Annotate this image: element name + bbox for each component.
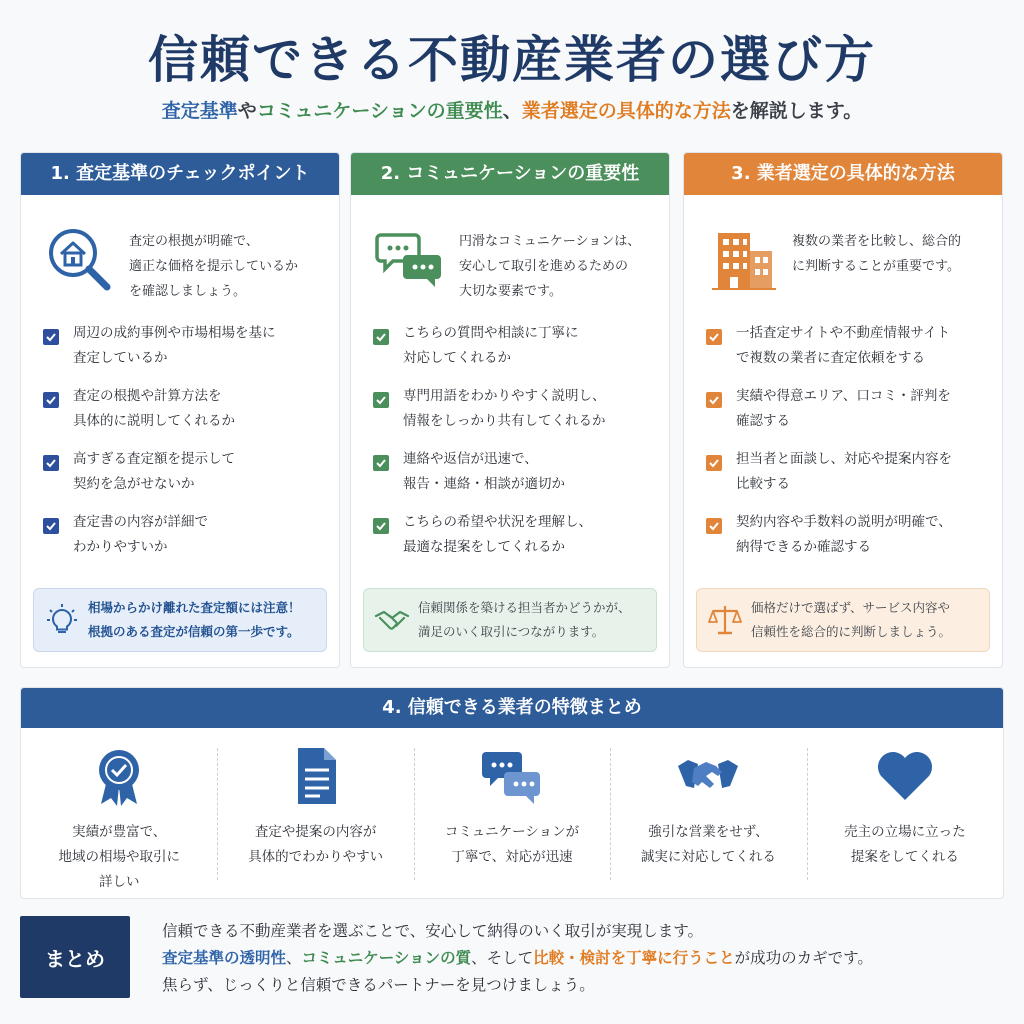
feature-text: 実績が豊富で、 地域の相場や取引に 詳しい — [58, 824, 180, 890]
checkbox-icon — [373, 518, 389, 534]
card-intro — [351, 219, 669, 309]
card-note — [363, 588, 657, 652]
checklist-item — [39, 510, 329, 573]
handshake-icon — [374, 602, 410, 638]
subtitle-text: 、 — [502, 100, 522, 122]
checklist-text: こちらの質問や相談に丁寧に 対応してくれるか — [403, 325, 579, 366]
checkbox-icon — [373, 392, 389, 408]
summary-text-part: 、そして — [471, 949, 534, 967]
summary-text-part: 、 — [286, 949, 302, 967]
features-row — [21, 728, 1003, 899]
feature-item — [610, 728, 806, 899]
checklist-text: 一括査定サイトや不動産情報サイト で複数の業者に査定依頼をする — [736, 325, 951, 366]
feature-item — [807, 728, 1003, 899]
summary-text-part: が成功のカギです。 — [734, 949, 873, 967]
checklist — [702, 321, 992, 573]
lightbulb-icon — [44, 602, 80, 638]
checklist-item — [39, 447, 329, 510]
card-criteria — [20, 152, 340, 668]
house-magnifier-icon — [45, 225, 115, 295]
checklist-text: 高すぎる査定額を提示して 契約を急がせないか — [73, 451, 235, 492]
checklist-item — [369, 321, 659, 384]
summary-line — [162, 945, 1012, 972]
card-title: 2. コミュニケーションの重要性 — [351, 153, 669, 195]
summary-highlight: 比較・検討を丁寧に行うこと — [533, 949, 735, 967]
checklist-item — [369, 510, 659, 573]
checklist-text: 担当者と面談し、対応や提案内容を 比較する — [736, 451, 952, 492]
checklist-item — [369, 384, 659, 447]
checkbox-icon — [43, 392, 59, 408]
checklist-item — [39, 384, 329, 447]
subtitle-highlight-communication: コミュニケーションの重要性 — [256, 100, 503, 122]
features-section — [20, 687, 1004, 899]
checklist-text: 周辺の成約事例や市場相場を基に 査定しているか — [73, 325, 276, 366]
checklist-item — [39, 321, 329, 384]
checklist-item — [702, 510, 992, 573]
summary-line: 焦らず、じっくりと信頼できるパートナーを見つけましょう。 — [162, 976, 595, 994]
checkbox-icon — [43, 455, 59, 471]
summary-highlight: 査定基準の透明性 — [162, 949, 287, 967]
feature-item — [21, 728, 217, 899]
card-selection — [683, 152, 1003, 668]
buildings-icon — [708, 225, 778, 295]
checklist-item — [702, 321, 992, 384]
checkbox-icon — [373, 455, 389, 471]
checklist — [369, 321, 659, 573]
checklist-item — [369, 447, 659, 510]
subtitle-text: を解説します。 — [730, 100, 863, 122]
card-title: 1. 査定基準のチェックポイント — [21, 153, 339, 195]
page-subtitle — [0, 96, 1024, 123]
checklist-text: 査定の根拠や計算方法を 具体的に説明してくれるか — [73, 388, 235, 429]
scales-icon — [707, 602, 743, 638]
feature-text: 査定や提案の内容が 具体的でわかりやすい — [248, 824, 384, 865]
checklist-item — [702, 447, 992, 510]
checklist — [39, 321, 329, 573]
summary-text — [162, 918, 1012, 999]
checkbox-icon — [43, 329, 59, 345]
handshake-icon — [676, 744, 740, 808]
checkbox-icon — [43, 518, 59, 534]
card-intro-text: 複数の業者を比較し、総合的 に判断することが重要です。 — [792, 234, 962, 274]
checklist-text: 連絡や返信が迅速で、 報告・連絡・相談が適切か — [403, 451, 565, 492]
checkbox-icon — [706, 392, 722, 408]
card-intro — [684, 219, 1002, 309]
award-ribbon-icon — [87, 744, 151, 808]
card-intro-text: 円滑なコミュニケーションは、 安心して取引を進めるための 大切な要素です。 — [459, 234, 641, 299]
card-title: 3. 業者選定の具体的な方法 — [684, 153, 1002, 195]
card-note-text: 相場からかけ離れた査定額には注意！ 根拠のある査定が信頼の第一歩です。 — [88, 600, 301, 639]
card-communication — [350, 152, 670, 668]
checkbox-icon — [373, 329, 389, 345]
summary-line: 信頼できる不動産業者を選ぶことで、安心して納得のいく取引が実現します。 — [162, 922, 703, 940]
summary-label: まとめ — [20, 916, 130, 998]
feature-text: 売主の立場に立った 提案をしてくれる — [844, 824, 966, 865]
checklist-text: 査定書の内容が詳細で わかりやすいか — [73, 514, 208, 555]
checklist-text: 専門用語をわかりやすく説明し、 情報をしっかり共有してくれるか — [403, 388, 606, 429]
checklist-text: 契約内容や手数料の説明が明確で、 納得できるか確認する — [736, 514, 952, 555]
heart-icon — [873, 744, 937, 808]
card-intro-text: 査定の根拠が明確で、 適正な価格を提示しているか を確認しましょう。 — [129, 234, 299, 299]
checkbox-icon — [706, 329, 722, 345]
chat-bubbles-icon — [480, 744, 544, 808]
card-note — [33, 588, 327, 652]
checklist-item — [702, 384, 992, 447]
feature-text: コミュニケーションが 丁寧で、対応が迅速 — [444, 824, 580, 865]
checkbox-icon — [706, 518, 722, 534]
chat-bubbles-icon — [375, 225, 445, 295]
checklist-text: 実績や得意エリア、口コミ・評判を 確認する — [736, 388, 951, 429]
document-icon — [284, 744, 348, 808]
checkbox-icon — [706, 455, 722, 471]
section-title: 4. 信頼できる業者の特徴まとめ — [21, 688, 1003, 728]
page-title: 信頼できる不動産業者の選び方 — [148, 31, 876, 89]
checklist-text: こちらの希望や状況を理解し、 最適な提案をしてくれるか — [403, 514, 592, 555]
subtitle-text: や — [237, 100, 257, 122]
card-note-text: 価格だけで選ばず、サービス内容や 信頼性を総合的に判断しましょう。 — [751, 600, 952, 639]
summary-highlight: コミュニケーションの質 — [301, 949, 472, 967]
subtitle-highlight-criteria: 査定基準 — [161, 100, 238, 122]
feature-item — [414, 728, 610, 899]
subtitle-highlight-method: 業者選定の具体的な方法 — [521, 100, 731, 122]
feature-text: 強引な営業をせず、 誠実に対応してくれる — [640, 824, 776, 865]
card-note — [696, 588, 990, 652]
card-note-text: 信頼関係を築ける担当者かどうかが、 満足のいく取引につながります。 — [418, 600, 631, 639]
card-intro — [21, 219, 339, 309]
feature-item — [217, 728, 413, 899]
